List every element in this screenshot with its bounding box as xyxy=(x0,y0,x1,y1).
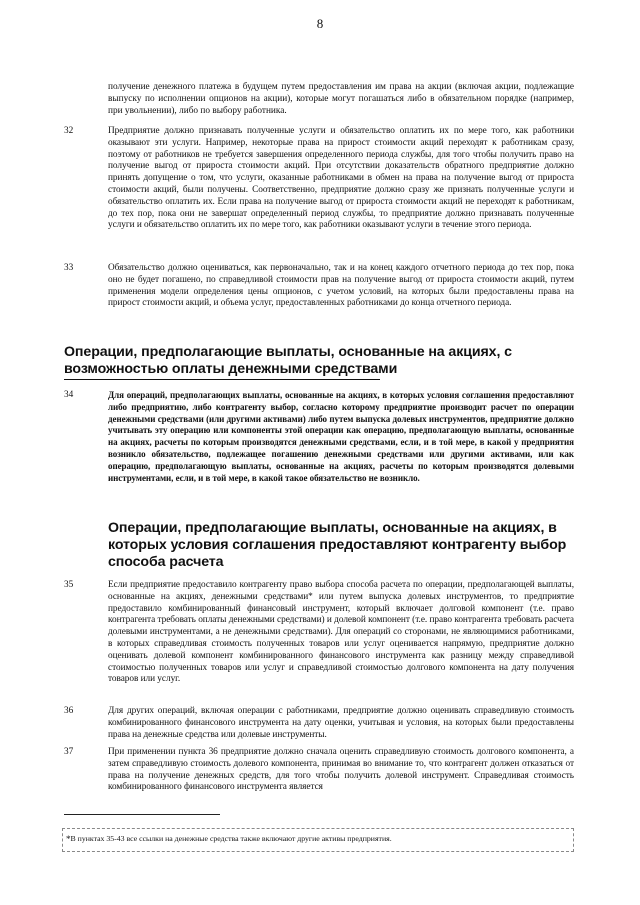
page-number: 8 xyxy=(316,16,324,31)
paragraph-text: Если предприятие предоставило контрагенту право выбора способа расчета по операции, предполагающей выплаты, основанные на акциях, денежными средствами* или путем выпуска долевых инструментов, то предприятие предоставило комбинированный финансовый инструмент, который включает долговой компонент (т.е. право контрагента требовать оплаты денежными средствами) и долевой компонент (т.е. право контрагента требовать расчета долевыми инструментами, а не денежными средствами). Для операций со сторонами, не являющимися работниками, в которых справедливая стоимость полученных товаров или услуг оценивается напрямую, предприятие должно оценивать долевой компонент комбинированного финансового инструмента как разницу между справедливой стоимостью полученных товаров или услуг и справедливой стоимостью долгового компонента на дату получения товаров или услуг. xyxy=(108,580,574,685)
section-heading-counterparty-choice: Операции, предполагающие выплаты, основанные на акциях, в которых условия соглашения предоставляют контрагенту выбор способа расчета xyxy=(108,520,567,570)
paragraph-34 xyxy=(64,390,574,484)
paragraph-text: Для других операций, включая операции с работниками, предприятие должно оценивать справедливую стоимость комбинированного финансового инструмента на дату оценки, учитывая и условия, на которых были предоставлены права на денежные средства или долевые инструменты. xyxy=(108,706,574,740)
paragraph-number: 35 xyxy=(64,580,74,590)
heading-underline xyxy=(64,379,380,380)
footnote-text: В пунктах 35-43 все ссылки на денежные средства также включают другие активы предприятия. xyxy=(70,834,392,843)
paragraph-number: 34 xyxy=(64,390,74,400)
paragraph-36 xyxy=(64,706,574,741)
intro-continuation: получение денежного платежа в будущем путем предоставления им права на акции (включая акции, подлежащие выпуску по исполнении опционов на акции), которые могут погашаться либо в обязательном порядке (например, при увольнении), либо по выбору работника. xyxy=(108,82,574,116)
paragraph-number: 36 xyxy=(64,706,74,716)
paragraph-32 xyxy=(64,126,574,232)
paragraph-33 xyxy=(64,263,574,310)
paragraph-number: 32 xyxy=(64,126,74,136)
paragraph-35 xyxy=(64,580,574,686)
paragraph-number: 33 xyxy=(64,263,74,273)
paragraph-37 xyxy=(64,747,574,794)
section-heading-cash-alternatives: Операции, предполагающие выплаты, основанные на акциях, с возможностью оплаты денежными средствами xyxy=(64,344,512,377)
footnote xyxy=(66,834,392,844)
paragraph-text: При применении пункта 36 предприятие должно сначала оценить справедливую стоимость долгового компонента, а затем справедливую стоимость долевого компонента, принимая во внимание то, что контрагент должен отказаться от права на получение денежных средств, для того чтобы получить долевой инструмент. Справедливая стоимость комбинированного финансового инструмента является xyxy=(108,747,574,793)
paragraph-text: Предприятие должно признавать полученные услуги и обязательство оплатить их по мере того, как работники оказывают эти услуги. Например, некоторые права на прирост стоимости акций переходят к работникам сразу, поэтому от работников не требуется завершения определенного периода службы, для того чтобы получить право на получение выгод от прироста стоимости акций. При отсутствии доказательств обратного предприятие должно принять допущение о том, что услуги, оказанные работниками в обмен на права на получение выгод от прироста стоимости акций, были получены. Соответственно, предприятие должно сразу же признать полученные услуги и обязательство оплатить их. Если права на получение выгод от прироста стоимости акций не переходят к работникам, до тех пор, пока они не завершат определенный период службы, то предприятие должно признавать полученные услуги и обязательство оплатить их по мере того, как работники оказывают услуги в течение этого периода. xyxy=(108,126,574,231)
footnote-separator xyxy=(64,814,220,815)
paragraph-text: Обязательство должно оцениваться, как первоначально, так и на конец каждого отчетного периода до тех пор, пока оно не будет погашено, по справедливой стоимости прав на получение выгод от прироста стоимости акций, путем применения модели определения цены опционов, с учетом условий, на которых были предоставлены права на прирост стоимости акций, и объема услуг, предоставленных работниками до конца отчетного периода. xyxy=(108,263,574,309)
footnote-marker: * xyxy=(66,834,71,844)
paragraph-text: Для операций, предполагающих выплаты, основанные на акциях, в которых условия соглашения предоставляют либо предприятию, либо контрагенту выбор, согласно которому предприятие производит расчет по операции денежными средствами (или другими активами) либо путем выпуска долевых инструментов, предприятие должно учитывать эту операцию или компоненты этой операции как операцию, предполагающую выплаты, основанные на акциях, расчеты по которым производятся денежными средствами, если, и в той мере, в какой у предприятия возникло обязательство, подлежащее погашению денежными средствами или другими активами, или как операцию, предполагающую выплаты, основанные на акциях, расчеты по которым производятся долевыми инструментами, если, и в той мере, в какой такое обязательство не возникло. xyxy=(108,390,574,483)
paragraph-number: 37 xyxy=(64,747,74,757)
